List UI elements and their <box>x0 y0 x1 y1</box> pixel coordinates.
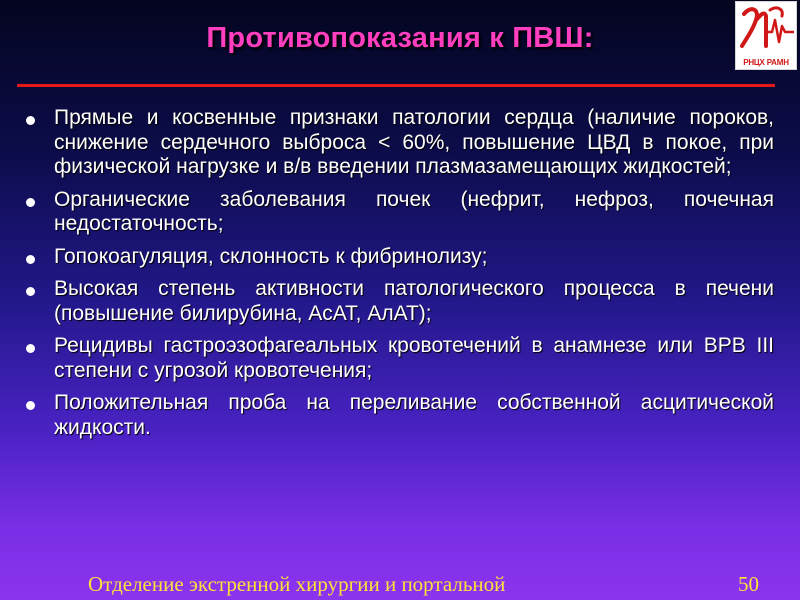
list-item <box>24 334 774 383</box>
bullet-icon <box>26 198 35 207</box>
bullet-icon <box>26 401 35 410</box>
list-item <box>24 277 774 326</box>
institution-logo <box>735 1 797 70</box>
contraindications-list <box>24 106 774 448</box>
footer-department: Отделение экстренной хирургии и портальной <box>88 572 506 596</box>
bullet-icon <box>26 116 35 125</box>
rnch-ramn-logo-icon <box>736 2 798 58</box>
list-item-text: Гопокоагуляция, склонность к фибринолизу; <box>54 244 488 268</box>
list-item <box>24 106 774 180</box>
list-item-text: Высокая степень активности патологического процесса в печени (повышение билирубина, АсАТ, АлАТ); <box>54 277 774 325</box>
list-item <box>24 188 774 237</box>
slide-title: Противопоказания к ПВШ: <box>206 22 594 54</box>
page-number: 50 <box>738 572 759 596</box>
logo-caption: РНЦХ РАМН <box>743 58 789 67</box>
bullet-icon <box>26 344 35 353</box>
list-item-text: Положительная проба на переливание собственной асцитической жидкости. <box>54 391 774 439</box>
list-item <box>24 245 774 270</box>
bullet-icon <box>26 255 35 264</box>
list-item-text: Рецидивы гастроэзофагеальных кровотечений в анамнезе или ВРВ III степени с угрозой кровотечения; <box>54 334 774 382</box>
list-item <box>24 391 774 440</box>
title-divider <box>17 84 775 87</box>
list-item-text: Прямые и косвенные признаки патологии сердца (наличие пороков, снижение сердечного выброса < 60%, повышение ЦВД в покое, при физической нагрузке и в/в введении плазмазамещающих жидкостей; <box>54 106 774 178</box>
bullet-icon <box>26 287 35 296</box>
list-item-text: Органические заболевания почек (нефрит, нефроз, почечная недостаточность; <box>54 187 774 235</box>
